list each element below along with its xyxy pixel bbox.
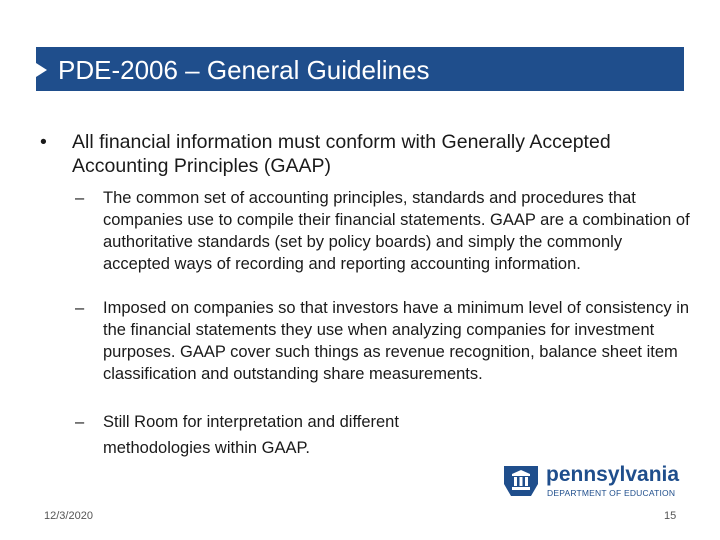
title-arrow-icon: [36, 63, 47, 77]
logo-name: pennsylvania: [546, 463, 680, 486]
dash-icon: –: [75, 413, 85, 431]
sub-point-3-line-1: Still Room for interpretation and different: [103, 413, 399, 431]
dash-icon: –: [75, 189, 85, 207]
sub-point-3-line-2: methodologies within GAAP.: [103, 439, 310, 457]
logo-tagline: DEPARTMENT OF EDUCATION: [547, 488, 676, 498]
slide-title: PDE-2006 – General Guidelines: [58, 55, 430, 85]
sub-point-2: Imposed on companies so that investors have a minimum level of consistency in the financial statements they use when analyzing companies for investment purposes. GAAP cover such things as revenue recognition, balance sheet item classification and outstanding share measurements.: [103, 299, 690, 383]
pde-logo: [502, 462, 684, 502]
main-point: All financial information must conform with Generally Accepted Accounting Principles (GAAP): [72, 131, 611, 177]
sub-point-1: The common set of accounting principles, standards and procedures that companies use to compile their financial statements. GAAP are a combination of authoritative standards (set by policy boards) and simply the commonly accepted ways of recording and reporting accounting information.: [103, 189, 690, 273]
sub-point-3: [103, 411, 693, 459]
page-number: 15: [664, 510, 677, 522]
dash-icon: –: [75, 299, 85, 317]
bullet-icon: •: [40, 131, 47, 153]
footer-date: 12/3/2020: [44, 510, 93, 522]
